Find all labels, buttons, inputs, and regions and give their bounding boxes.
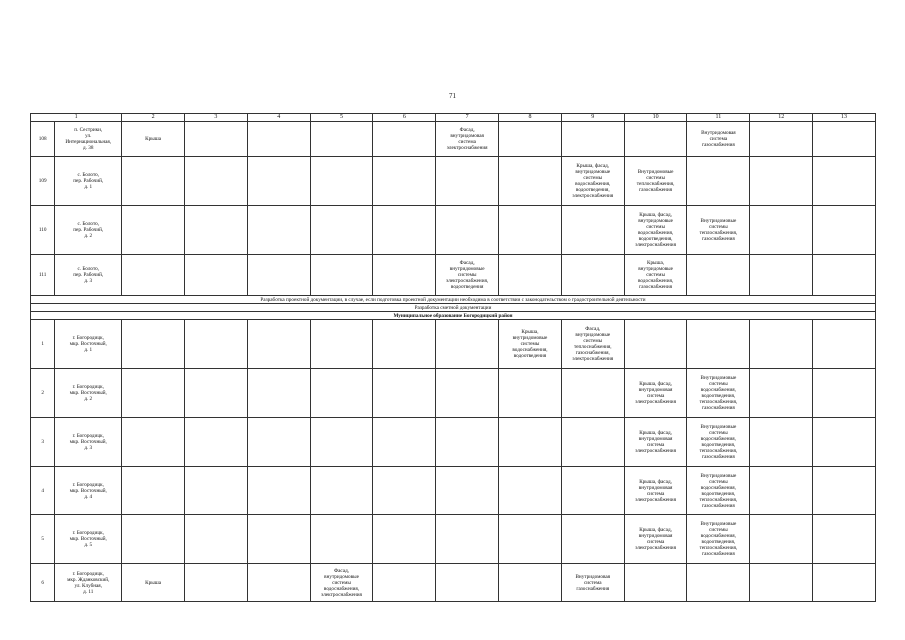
- work-cell-text: Внутридомовые системы теплоснабжения, газоснабжения: [699, 218, 738, 242]
- work-cell-text: Внутридомовые системы теплоснабжения, газоснабжения: [636, 169, 675, 193]
- work-cell: [436, 320, 499, 369]
- work-cell: [561, 418, 624, 467]
- work-cell: [247, 122, 310, 157]
- work-cell: [624, 467, 687, 515]
- column-header-4-text: 4: [277, 114, 281, 120]
- work-cell-text: Крыша, фасад, внутридомовая система электроснабжения: [635, 527, 676, 551]
- address-cell: [55, 122, 122, 157]
- work-cell: [813, 206, 876, 255]
- work-cell: [750, 206, 813, 255]
- note-row: [31, 296, 876, 304]
- work-cell: [624, 157, 687, 206]
- column-header-10: [624, 114, 687, 122]
- table-row: [31, 255, 876, 296]
- column-header-2: [122, 114, 185, 122]
- column-header-5-text: 5: [340, 114, 344, 120]
- row-number: [31, 515, 55, 564]
- work-cell-text: Крыша, фасад, внутридомовая система электроснабжения: [635, 430, 676, 454]
- address-cell-text: с. Болото, пер. Рабочий, д. 2: [73, 221, 104, 239]
- work-cell: [373, 564, 436, 602]
- row-number: [31, 255, 55, 296]
- row-number: [31, 564, 55, 602]
- work-cell: [813, 157, 876, 206]
- work-cell: [310, 418, 373, 467]
- work-cell: [436, 418, 499, 467]
- work-cell: [122, 369, 185, 418]
- work-cell: [436, 467, 499, 515]
- work-cell: [561, 206, 624, 255]
- row-number: [31, 206, 55, 255]
- work-cell: [247, 467, 310, 515]
- table-row: [31, 320, 876, 369]
- work-cell: [561, 515, 624, 564]
- work-cell: [247, 206, 310, 255]
- column-header-7-text: 7: [465, 114, 469, 120]
- row-number: [31, 418, 55, 467]
- column-header-2-text: 2: [151, 114, 155, 120]
- work-cell: [687, 369, 750, 418]
- work-cell: [373, 515, 436, 564]
- column-header-12: [750, 114, 813, 122]
- work-cell: [624, 320, 687, 369]
- table-row: [31, 157, 876, 206]
- work-cell: [373, 206, 436, 255]
- work-cell: [310, 467, 373, 515]
- work-cell: [247, 320, 310, 369]
- work-cell: [122, 320, 185, 369]
- work-cell: [624, 206, 687, 255]
- work-cell: [247, 255, 310, 296]
- column-header-3: [184, 114, 247, 122]
- address-cell-text: г. Богородицк, мкр. Жданковский, ул. Клубная, д. 11: [67, 570, 110, 595]
- column-header-8-text: 8: [528, 114, 532, 120]
- note-row: [31, 304, 876, 312]
- work-cell-text: Внутридомовая система газоснабжения: [575, 573, 611, 592]
- work-cell: [373, 320, 436, 369]
- header-row: [31, 114, 876, 122]
- work-cell: [436, 122, 499, 157]
- work-cell: [122, 122, 185, 157]
- row-number-text: 108: [38, 136, 47, 142]
- work-cell: [750, 418, 813, 467]
- row-number-text: 110: [38, 227, 47, 233]
- work-cell: [436, 515, 499, 564]
- address-cell: [55, 564, 122, 602]
- row-number: [31, 157, 55, 206]
- estimate-docs-note-text: Разработка сметной документации: [414, 304, 492, 311]
- address-cell: [55, 320, 122, 369]
- section-title: [31, 312, 876, 320]
- column-header-11-text: 11: [715, 114, 722, 120]
- row-number: [31, 369, 55, 418]
- row-number-text: 109: [38, 178, 47, 184]
- section-row: [31, 312, 876, 320]
- work-cell: [184, 369, 247, 418]
- repair-schedule-table: [30, 113, 876, 602]
- work-cell: [184, 157, 247, 206]
- work-cell: [750, 564, 813, 602]
- work-cell: [561, 320, 624, 369]
- work-cell: [373, 418, 436, 467]
- work-cell-text: Крыша, внутридомовые системы водоснабжения, газоснабжения: [637, 260, 674, 290]
- work-cell: [624, 369, 687, 418]
- work-cell: [624, 122, 687, 157]
- work-cell: [310, 157, 373, 206]
- work-cell: [750, 515, 813, 564]
- design-docs-note: [31, 296, 876, 304]
- table-row: [31, 564, 876, 602]
- page-number: 71: [449, 92, 456, 100]
- address-cell-text: г. Богородицк, мкр. Восточный, д. 4: [69, 481, 107, 500]
- work-cell: [122, 206, 185, 255]
- work-cell: [750, 467, 813, 515]
- work-cell: [436, 564, 499, 602]
- address-cell: [55, 515, 122, 564]
- table-row: [31, 515, 876, 564]
- table-row: [31, 369, 876, 418]
- work-cell-text: Крыша, внутридомовые системы водоснабжения, водоотведения: [512, 329, 548, 359]
- address-cell: [55, 206, 122, 255]
- row-number-text: 4: [41, 487, 44, 494]
- work-cell: [750, 255, 813, 296]
- work-cell: [122, 515, 185, 564]
- work-cell: [184, 122, 247, 157]
- work-cell-text: Крыша, фасад, внутридомовая система электроснабжения: [635, 478, 676, 503]
- work-cell: [122, 255, 185, 296]
- work-cell: [750, 369, 813, 418]
- row-number-text: 111: [38, 272, 47, 278]
- column-header-3-text: 3: [214, 114, 218, 120]
- work-cell: [310, 515, 373, 564]
- work-cell: [247, 564, 310, 602]
- work-cell: [687, 418, 750, 467]
- work-cell: [184, 255, 247, 296]
- work-cell: [184, 564, 247, 602]
- work-cell: [499, 369, 562, 418]
- table-row: [31, 122, 876, 157]
- work-cell: [184, 320, 247, 369]
- table-body: [31, 114, 876, 602]
- work-cell: [436, 206, 499, 255]
- address-cell-text: г. Богородицк, мкр. Восточный, д. 3: [69, 433, 107, 451]
- work-cell: [373, 122, 436, 157]
- work-cell: [499, 320, 562, 369]
- work-cell: [687, 206, 750, 255]
- work-cell: [687, 320, 750, 369]
- column-header-6: [373, 114, 436, 122]
- work-cell: [184, 515, 247, 564]
- work-cell: [499, 467, 562, 515]
- work-cell: [561, 157, 624, 206]
- work-cell: [184, 418, 247, 467]
- column-header-11: [687, 114, 750, 122]
- row-number-text: 2: [41, 390, 44, 396]
- table-row: [31, 206, 876, 255]
- row-number-text: 3: [41, 439, 44, 445]
- work-cell: [373, 369, 436, 418]
- work-cell: [436, 157, 499, 206]
- work-cell: [499, 206, 562, 255]
- column-header-7: [436, 114, 499, 122]
- work-cell: [561, 467, 624, 515]
- work-cell-text: Крыша: [145, 579, 161, 586]
- row-number-text: 1: [41, 341, 44, 347]
- work-cell: [499, 122, 562, 157]
- work-cell: [310, 564, 373, 602]
- work-cell: [813, 122, 876, 157]
- work-cell: [687, 255, 750, 296]
- work-cell: [561, 122, 624, 157]
- work-cell: [813, 564, 876, 602]
- work-cell: [499, 418, 562, 467]
- work-cell: [310, 206, 373, 255]
- address-cell: [55, 467, 122, 515]
- work-cell: [624, 418, 687, 467]
- work-cell: [813, 418, 876, 467]
- work-cell-text: Внутридомовые системы водоснабжения, водоотведения, теплоснабжения, газоснабжения: [699, 472, 738, 509]
- address-cell-text: п. Сестрики, ул. Интернациональная, д. 38: [65, 127, 112, 151]
- work-cell-text: Внутридомовые системы водоснабжения, водоотведения, теплоснабжения, газоснабжения: [699, 375, 738, 411]
- work-cell-text: Фасад, внутридомовые системы электроснабжения, водоотведения: [446, 260, 489, 290]
- work-cell-text: Крыша: [145, 136, 161, 142]
- work-cell: [561, 255, 624, 296]
- work-cell: [122, 418, 185, 467]
- work-cell: [373, 255, 436, 296]
- work-cell-text: Крыша, фасад, внутридомовые системы водоснабжения, водоотведения, электроснабжения: [635, 212, 676, 248]
- row-number: [31, 320, 55, 369]
- column-header-9-text: 9: [591, 114, 595, 120]
- address-cell: [55, 369, 122, 418]
- work-cell: [247, 418, 310, 467]
- design-docs-note-text: Разработка проектной документации, в случае, если подготовка проектной документации необходима в соответствии с законодательством о градостроительной деятельности: [260, 296, 646, 303]
- work-cell: [122, 564, 185, 602]
- work-cell: [310, 369, 373, 418]
- work-cell: [687, 564, 750, 602]
- work-cell: [436, 255, 499, 296]
- address-cell: [55, 255, 122, 296]
- column-header-12-text: 12: [778, 114, 785, 120]
- column-header-4: [247, 114, 310, 122]
- address-cell-text: г. Богородицк, мкр. Восточный, д. 1: [69, 335, 107, 353]
- work-cell: [624, 255, 687, 296]
- work-cell: [624, 564, 687, 602]
- table-row: [31, 467, 876, 515]
- work-cell: [813, 255, 876, 296]
- row-number: [31, 467, 55, 515]
- column-header-1: [31, 114, 122, 122]
- section-title-text: Муниципальное образование Богородицкий район: [393, 312, 513, 319]
- table-row: [31, 418, 876, 467]
- work-cell-text: Внутридомовая система газоснабжения: [701, 130, 736, 148]
- work-cell: [247, 369, 310, 418]
- row-number: [31, 122, 55, 157]
- work-cell: [687, 122, 750, 157]
- work-cell: [184, 206, 247, 255]
- work-cell: [750, 122, 813, 157]
- column-header-13-text: 13: [841, 114, 848, 120]
- work-cell-text: Фасад, внутридомовая система электроснабжения: [446, 127, 488, 151]
- work-cell: [813, 320, 876, 369]
- column-header-13: [813, 114, 876, 122]
- work-cell: [310, 122, 373, 157]
- work-cell: [247, 157, 310, 206]
- work-cell: [310, 320, 373, 369]
- work-cell-text: Крыша, фасад, внутридомовые системы водоснабжения, водоотведения, электроснабжения: [572, 163, 614, 199]
- work-cell: [310, 255, 373, 296]
- work-cell: [813, 369, 876, 418]
- column-header-6-text: 6: [402, 114, 406, 120]
- work-cell: [750, 320, 813, 369]
- work-cell: [184, 467, 247, 515]
- column-header-9: [561, 114, 624, 122]
- work-cell: [436, 369, 499, 418]
- estimate-docs-note: [31, 304, 876, 312]
- work-cell: [813, 467, 876, 515]
- work-cell: [122, 157, 185, 206]
- row-number-text: 6: [41, 579, 44, 586]
- work-cell: [247, 515, 310, 564]
- work-cell-text: Внутридомовые системы водоснабжения, водоотведения, теплоснабжения, газоснабжения: [699, 424, 738, 460]
- address-cell-text: г. Богородицк, мкр. Восточный, д. 2: [69, 384, 107, 402]
- work-cell: [122, 467, 185, 515]
- work-cell: [561, 369, 624, 418]
- work-cell: [687, 467, 750, 515]
- work-cell: [687, 157, 750, 206]
- work-cell-text: Внутридомовые системы водоснабжения, водоотведения, теплоснабжения, газоснабжения: [699, 521, 738, 557]
- column-header-10-text: 10: [652, 114, 659, 120]
- work-cell-text: Фасад, внутридомовые системы теплоснабжения, газоснабжения, электроснабжения: [572, 326, 614, 362]
- work-cell: [561, 564, 624, 602]
- work-cell: [687, 515, 750, 564]
- column-header-8: [499, 114, 562, 122]
- address-cell: [55, 418, 122, 467]
- work-cell: [499, 157, 562, 206]
- address-cell-text: с. Болото, пер. Рабочий, д. 3: [73, 266, 104, 284]
- address-cell: [55, 157, 122, 206]
- work-cell: [499, 255, 562, 296]
- work-cell: [373, 157, 436, 206]
- work-cell: [499, 515, 562, 564]
- work-cell: [624, 515, 687, 564]
- work-cell-text: Фасад, внутридомовые системы водоснабжения, электроснабжения: [321, 567, 362, 598]
- address-cell-text: г. Богородицк, мкр. Восточный, д. 5: [69, 530, 107, 548]
- column-header-5: [310, 114, 373, 122]
- work-cell: [813, 515, 876, 564]
- row-number-text: 5: [41, 536, 44, 542]
- work-cell-text: Крыша, фасад, внутридомовая система электроснабжения: [635, 381, 676, 405]
- work-cell: [499, 564, 562, 602]
- work-cell: [750, 157, 813, 206]
- work-cell: [373, 467, 436, 515]
- column-header-1-text: 1: [74, 114, 78, 120]
- address-cell-text: с. Болото, пер. Рабочий, д. 1: [73, 172, 104, 190]
